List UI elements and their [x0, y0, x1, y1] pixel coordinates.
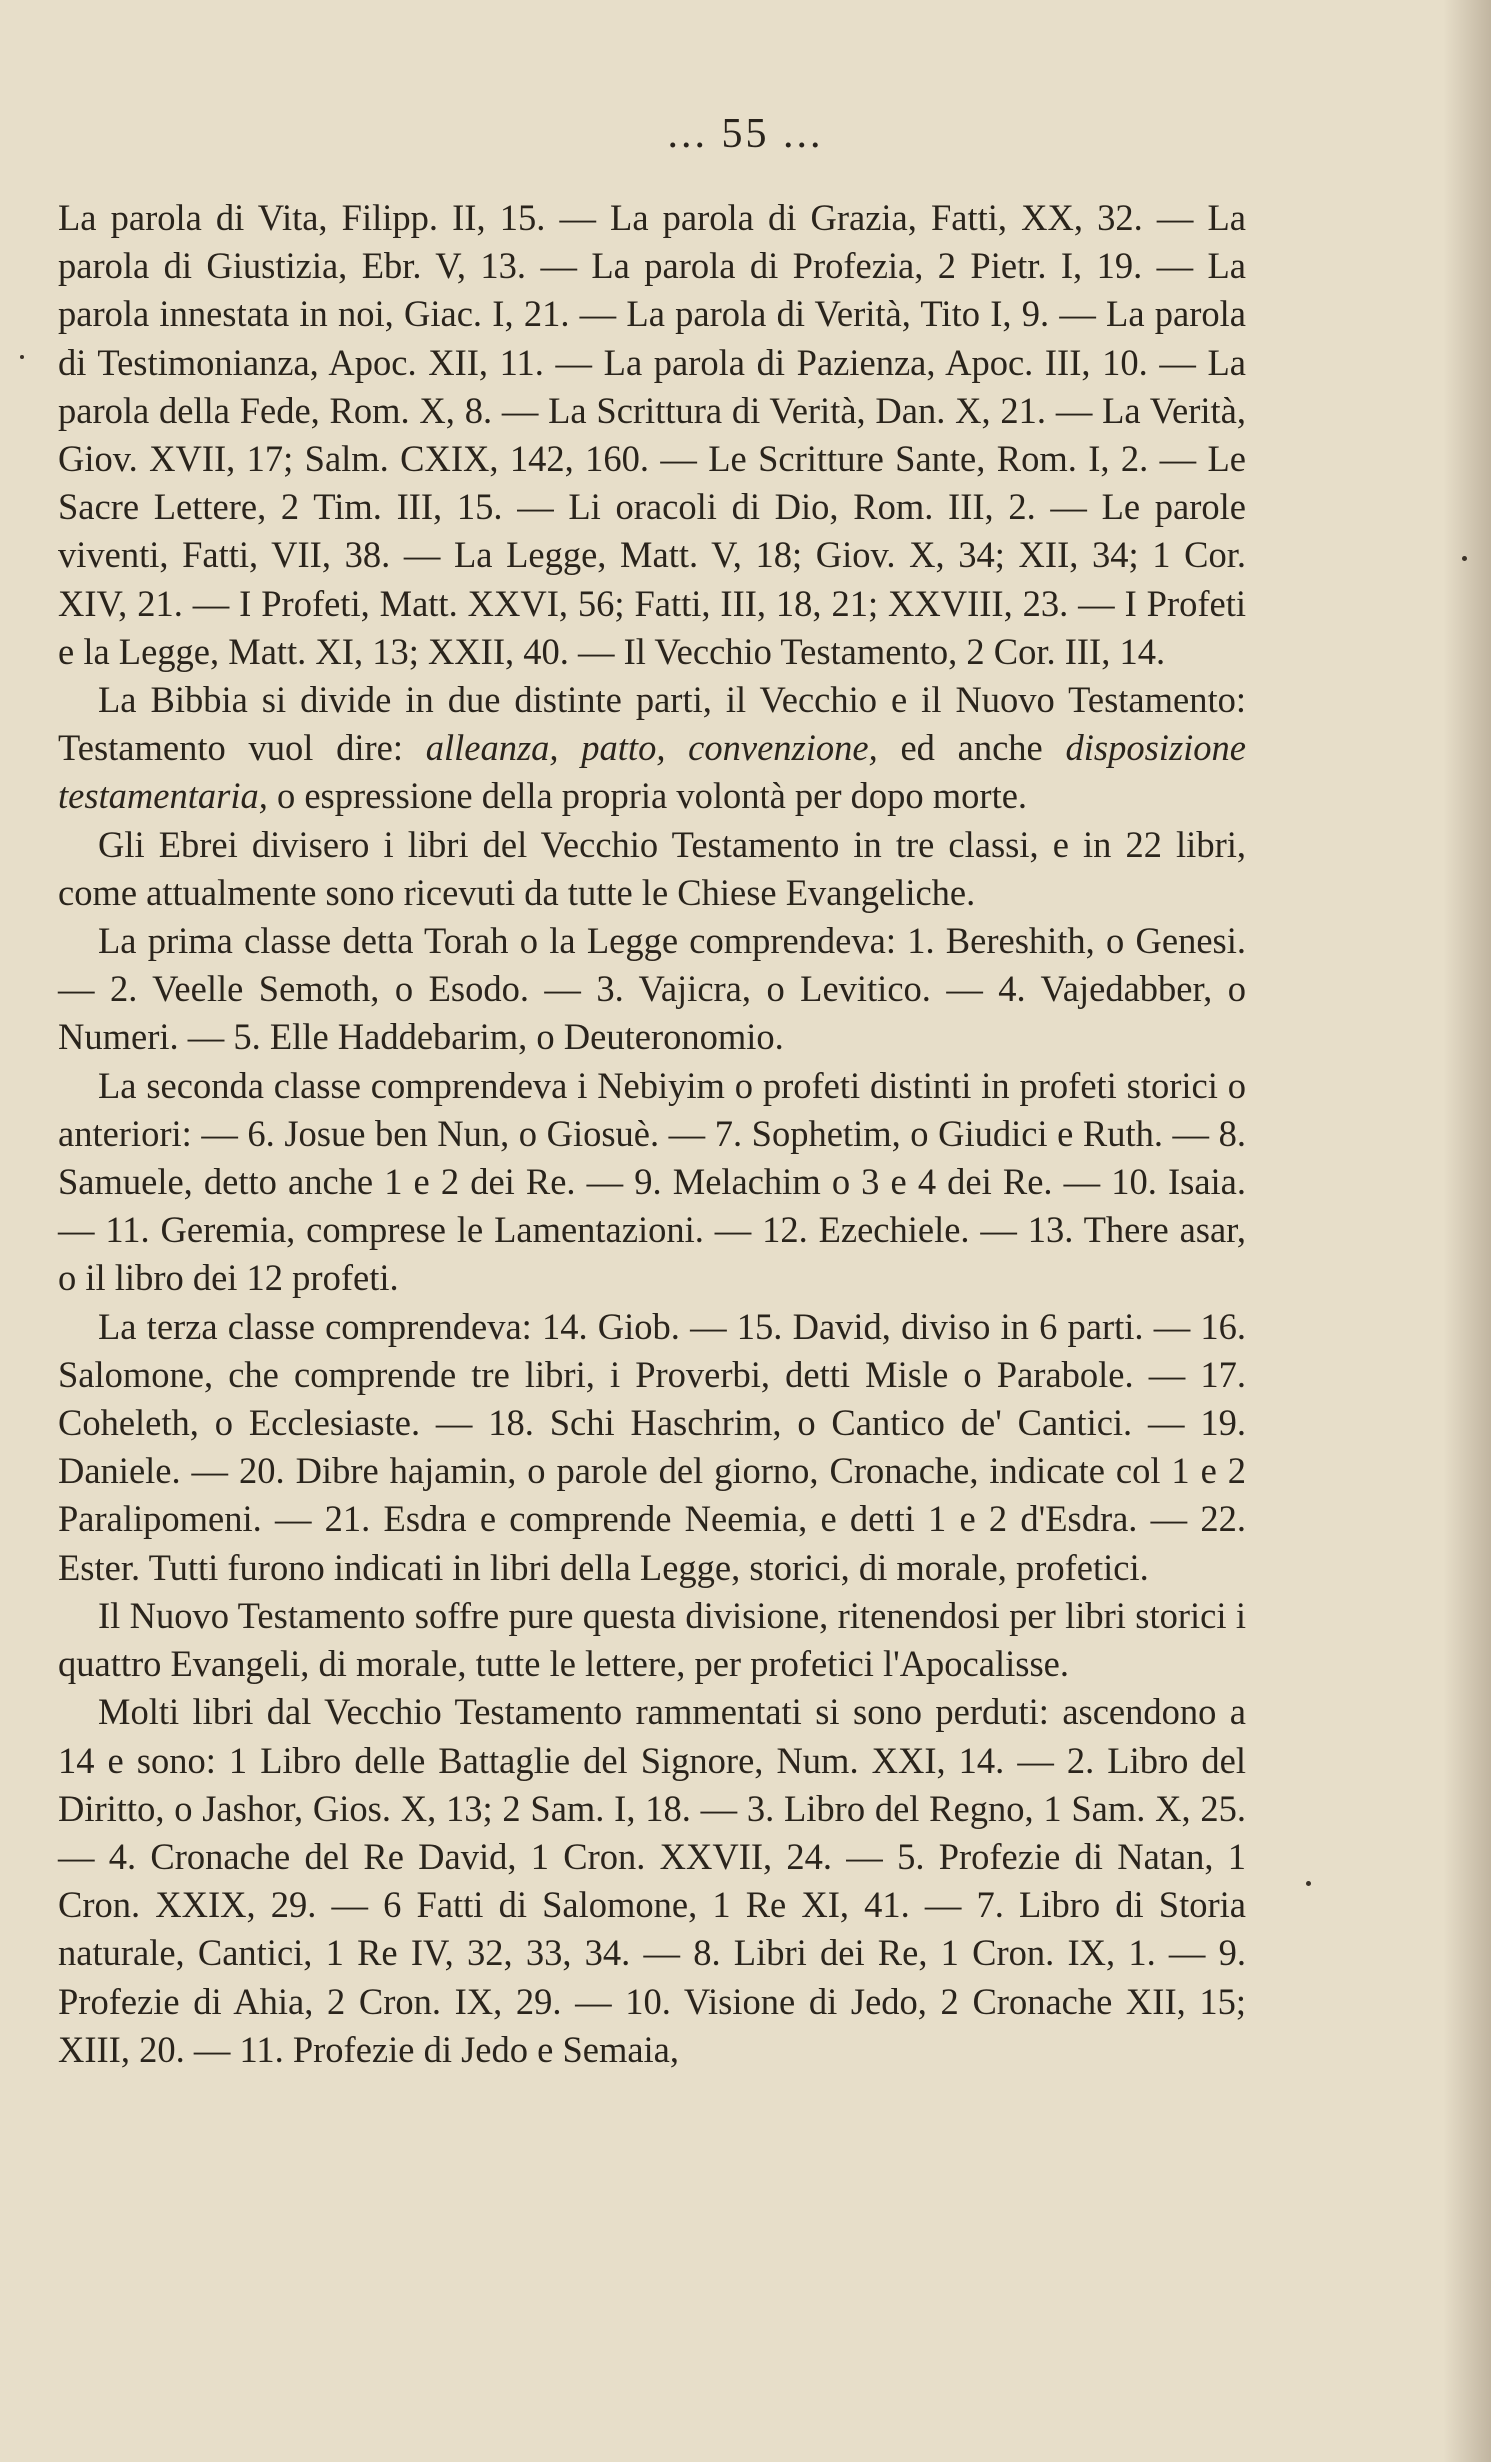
text-run: La prima classe detta Torah o la Legge comprendeva: 1. Bereshith, o Genesi. — 2. Veelle Semoth, o Esodo. — 3. Vajicra, o Levitico. — 4. Vajedabber, o Numeri. — 5. Elle Haddebarim, o Deuteronomio. [58, 920, 1246, 1058]
text-run: Molti libri dal Vecchio Testamento rammentati si sono perduti: ascendono a 14 e sono: 1 Libro delle Battaglie del Signore, Num. XXI, 14. — 2. Libro del Diritto, o Jashor, Gios. X, 13; 2 Sam. I, 18. — 3. Libro del Regno, 1 Sam. X, 25. — 4. Cronache del Re David, 1 Cron. XXVII, 24. — 5. Profezie di Natan, 1 Cron. XXIX, 29. — 6 Fatti di Salomone, 1 Re XI, 41. — 7. Libro di Storia naturale, Cantici, 1 Re IV, 32, 33, 34. — 8. Libri dei Re, 1 Cron. IX, 1. — 9. Profezie di Ahia, 2 Cron. IX, 29. — 10. Visione di Jedo, 2 Cronache XII, 15; XIII, 20. — 11. Profezie di Jedo e Semaia, [58, 1691, 1246, 2070]
paragraph-p7 [58, 1592, 1246, 1688]
page-number: ... 55 ... [667, 111, 824, 157]
paper-speck [1462, 556, 1467, 561]
paragraph-p1 [58, 194, 1246, 676]
paragraph-p3 [58, 821, 1246, 917]
text-run: o espressione della propria volontà per dopo morte. [267, 775, 1028, 817]
italic-text: disposizione testamentaria, [58, 727, 1246, 817]
text-run: Gli Ebrei divisero i libri del Vecchio Testamento in tre classi, e in 22 libri, come attualmente sono ricevuti da tutte le Chiese Evangeliche. [58, 823, 1246, 913]
paper-speck [20, 355, 24, 359]
paragraph-p2 [58, 676, 1246, 821]
paragraph-p4 [58, 917, 1246, 1062]
text-run: La seconda classe comprendeva i Nebiyim o profeti distinti in profeti storici o anteriori: — 6. Josue ben Nun, o Giosuè. — 7. Sophetim, o Giudici e Ruth. — 8. Samuele, detto anche 1 e 2 dei Re. — 9. Melachim o 3 e 4 dei Re. — 10. Isaia. — 11. Geremia, comprese le Lamentazioni. — 12. Ezechiele. — 13. There asar, o il libro dei 12 profeti. [58, 1064, 1246, 1299]
body-text [58, 194, 1246, 2074]
paragraph-p5 [58, 1062, 1246, 1303]
text-run: La parola di Vita, Filipp. II, 15. — La parola di Grazia, Fatti, XX, 32. — La parola di Giustizia, Ebr. V, 13. — La parola di Profezia, 2 Pietr. I, 19. — La parola innestata in noi, Giac. I, 21. — La parola di Verità, Tito I, 9. — La parola di Testimonianza, Apoc. XII, 11. — La parola di Pazienza, Apoc. III, 10. — La parola della Fede, Rom. X, 8. — La Scrittura di Verità, Dan. X, 21. — La Verità, Giov. XVII, 17; Salm. CXIX, 142, 160. — Le Scritture Sante, Rom. I, 2. — Le Sacre Lettere, 2 Tim. III, 15. — Li oracoli di Dio, Rom. III, 2. — Le parole viventi, Fatti, VII, 38. — La Legge, Matt. V, 18; Giov. X, 34; XII, 34; 1 Cor. XIV, 21. — I Profeti, Matt. XXVI, 56; Fatti, III, 18, 21; XXVIII, 23. — I Profeti e la Legge, Matt. XI, 13; XXII, 40. — Il Vecchio Testamento, 2 Cor. III, 14. [58, 197, 1246, 672]
paragraph-p8 [58, 1688, 1246, 2074]
text-run: La Bibbia si divide in due distinte parti, il Vecchio e il Nuovo Testamento: Testamento vuol dire: [58, 679, 1246, 769]
paragraph-p6 [58, 1303, 1246, 1592]
text-run: La terza classe comprendeva: 14. Giob. — 15. David, diviso in 6 parti. — 16. Salomone, che comprende tre libri, i Proverbi, detti Misle o Parabole. — 17. Coheleth, o Ecclesiaste. — 18. Schi Haschrim, o Cantico de' Cantici. — 19. Daniele. — 20. Dibre hajamin, o parole del giorno, Cronache, indicate col 1 e 2 Paralipomeni. — 21. Esdra e comprende Neemia, e detti 1 e 2 d'Esdra. — 22. Ester. Tutti furono indicati in libri della Legge, storici, di morale, profetici. [58, 1305, 1246, 1588]
page-edge-shadow [1443, 0, 1491, 2462]
text-run: Il Nuovo Testamento soffre pure questa divisione, ritenendosi per libri storici i quattro Evangeli, di morale, tutte le lettere, per profetici l'Apocalisse. [58, 1594, 1246, 1685]
italic-text: alleanza, patto, convenzione, [425, 727, 878, 769]
text-run: ed anche [877, 727, 1066, 769]
paper-speck [1306, 1881, 1311, 1886]
